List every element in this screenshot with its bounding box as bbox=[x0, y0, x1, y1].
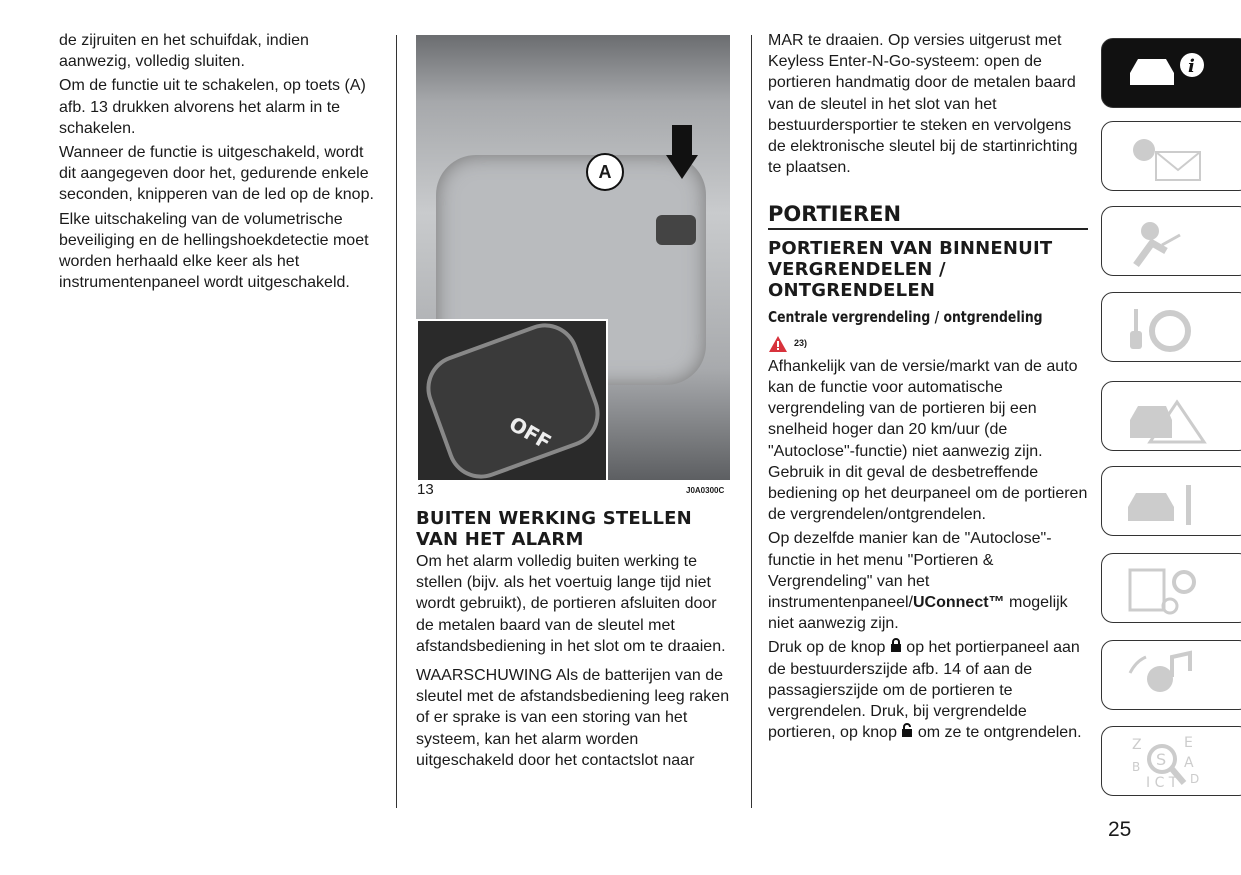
callout-a: A bbox=[586, 153, 624, 191]
page-number: 25 bbox=[1108, 818, 1132, 841]
svg-text:A: A bbox=[1184, 755, 1194, 771]
tab-maintenance[interactable] bbox=[1101, 466, 1241, 536]
document-gear-icon bbox=[1122, 562, 1212, 617]
column-divider bbox=[396, 35, 397, 808]
index-search-icon bbox=[1122, 735, 1212, 790]
section-heading: BUITEN WERKING STELLEN VAN HET ALARM bbox=[416, 508, 692, 550]
column-2 bbox=[416, 508, 732, 774]
alarm-off-button bbox=[656, 215, 696, 245]
unlock-icon bbox=[901, 723, 913, 737]
arrow-down-icon bbox=[666, 155, 698, 179]
text: Op dezelfde manier kan de "Autoclose"-functie in het menu "Portieren & Vergrendeling" van het instrumentenpaneel/ bbox=[768, 530, 1052, 612]
column-1 bbox=[59, 30, 384, 296]
multimedia-icon bbox=[1122, 649, 1212, 704]
emergency-icon bbox=[1122, 390, 1212, 445]
subsubsection-heading: Centrale vergrendeling / ontgrendeling bbox=[768, 307, 1043, 326]
warning-icon bbox=[768, 335, 788, 353]
tab-emergency[interactable] bbox=[1101, 381, 1241, 451]
off-label: OFF bbox=[504, 411, 556, 455]
warning-reference: 23) bbox=[794, 338, 808, 349]
paragraph: MAR te draaien. Op versies uitgerust met Keyless Enter-N-Go-systeem: open de portieren handmatig door de metalen baard van de sleutel in het slot van het bestuurdersportier te steken en vervolgens de elektronische sleutel bij de startinrichting te plaatsen. bbox=[768, 32, 1078, 177]
inset-detail bbox=[416, 319, 608, 480]
svg-text:Z: Z bbox=[1132, 737, 1142, 753]
paragraph: Om de functie uit te schakelen, op toets (A) afb. 13 drukken alvorens het alarm in te schakelen. bbox=[59, 77, 366, 137]
tab-multimedia[interactable] bbox=[1101, 640, 1241, 710]
tab-index[interactable] bbox=[1101, 726, 1241, 796]
text: mogelijk niet aanwezig zijn. bbox=[768, 594, 1068, 633]
safety-icon bbox=[1122, 215, 1212, 270]
tab-lights-messages[interactable] bbox=[1101, 121, 1241, 191]
lock-icon bbox=[890, 638, 902, 652]
paragraph: Afhankelijk van de versie/markt van de auto kan de functie voor automatische vergrendeling van de portieren bij een snelheid hoger dan 20 km/uur (de "Autoclose"-functie) niet aanwezig zijn. Gebruik in dit geval de desbetreffende bediening op het deurpaneel om de portieren de vergrendelen/ontgrendelen. bbox=[768, 357, 1088, 524]
svg-text:i: i bbox=[1188, 56, 1195, 77]
car-info-icon bbox=[1122, 47, 1212, 102]
subsection-heading: PORTIEREN VAN BINNENUIT VERGRENDELEN / ONTGRENDELEN bbox=[768, 237, 1053, 301]
tab-starting-driving[interactable] bbox=[1101, 292, 1241, 362]
uconnect-label: UConnect™ bbox=[912, 594, 1005, 612]
tab-safety[interactable] bbox=[1101, 206, 1241, 276]
text: Druk op de knop bbox=[768, 639, 890, 657]
figure-photo bbox=[416, 35, 730, 480]
figure-number: 13 bbox=[417, 481, 434, 498]
svg-text:D: D bbox=[1190, 772, 1200, 786]
column-3 bbox=[768, 30, 1088, 746]
section-title: PORTIEREN bbox=[768, 204, 1088, 229]
tab-car-info[interactable] bbox=[1101, 38, 1241, 108]
text: op het portierpaneel aan de bestuurderszijde afb. 14 of aan de passagierszijde om de portieren te vergrendelen. Druk, bij vergrendelde portieren, op knop bbox=[768, 639, 1080, 742]
key-steering-icon bbox=[1122, 301, 1212, 356]
car-wrench-icon bbox=[1122, 475, 1212, 530]
paragraph bbox=[768, 528, 1088, 634]
text: om ze te ontgrendelen. bbox=[913, 724, 1082, 742]
paragraph: Wanneer de functie is uitgeschakeld, wordt dit aangegeven door het, gedurende enkele seconden, knipperen van de led op de knop. bbox=[59, 144, 374, 204]
tab-technical-data[interactable] bbox=[1101, 553, 1241, 623]
svg-text:S: S bbox=[1156, 750, 1167, 769]
paragraph: Elke uitschakeling van de volumetrische beveiliging en de hellingshoekdetectie moet worden herhaald elke keer als het instrumentenpaneel wordt uitgeschakeld. bbox=[59, 210, 369, 292]
lights-messages-icon bbox=[1122, 130, 1212, 185]
paragraph: WAARSCHUWING Als de batterijen van de sleutel met de afstandsbediening leeg raken of er sprake is van een storing van het systeem, kan het alarm worden uitgeschakeld door het contactslot naar bbox=[416, 667, 730, 769]
paragraph: Om het alarm volledig buiten werking te stellen (bijv. als het voertuig lange tijd niet wordt gebruikt), de portieren afsluiten door de metalen baard van de sleutel met afstandsbediening in het slot om te draaien. bbox=[416, 553, 726, 655]
svg-text:B: B bbox=[1132, 760, 1141, 774]
paragraph bbox=[768, 637, 1088, 743]
column-divider bbox=[751, 35, 752, 808]
paragraph: de zijruiten en het schuifdak, indien aanwezig, volledig sluiten. bbox=[59, 32, 309, 71]
figure-code: J0A0300C bbox=[686, 486, 725, 495]
svg-text:E: E bbox=[1184, 735, 1193, 751]
svg-text:I C T: I C T bbox=[1146, 775, 1178, 790]
